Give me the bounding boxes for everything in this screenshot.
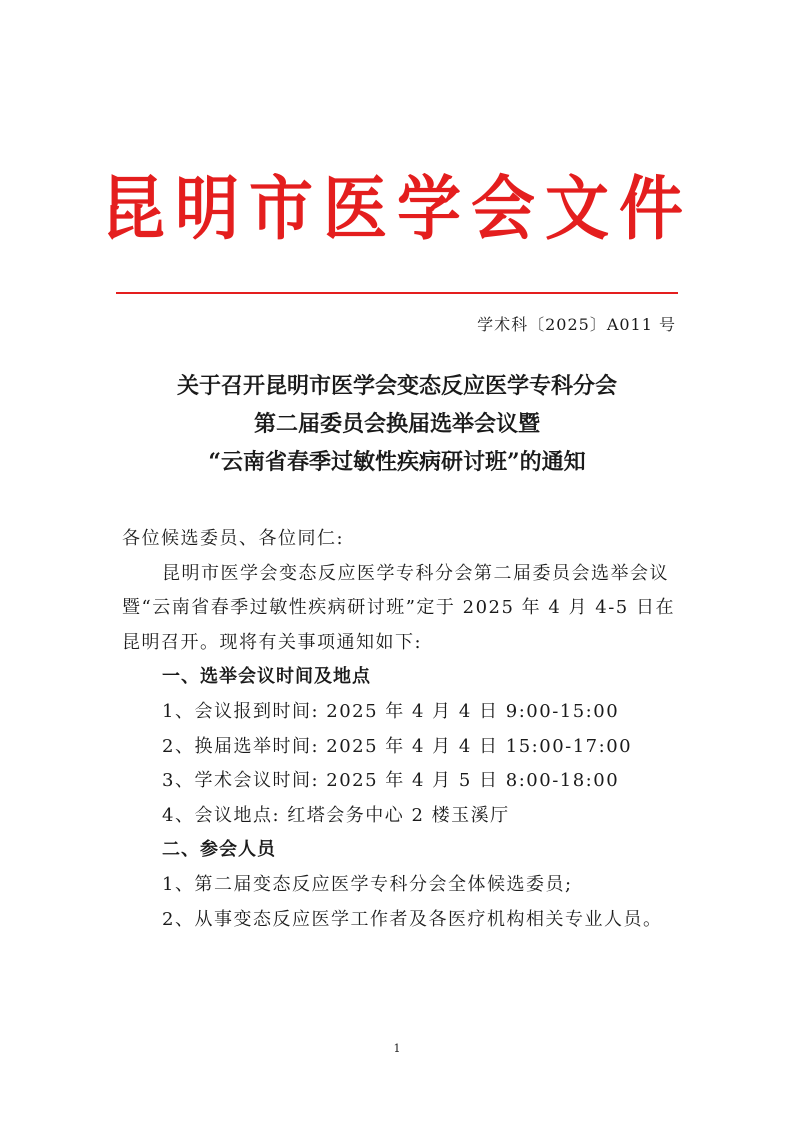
list-item: 1、第二届变态反应医学专科分会全体候选委员; [162, 873, 573, 895]
section-heading-time-location: 一、选举会议时间及地点 [162, 666, 371, 688]
notice-title-line-2: 第二届委员会换届选举会议暨 [253, 411, 540, 437]
list-item: 2、换届选举时间: 2025 年 4 月 4 日 15:00-17:00 [162, 735, 633, 757]
list-item: 3、学术会议时间: 2025 年 4 月 5 日 8:00-18:00 [162, 770, 620, 792]
document-number: 学术科〔2025〕A011 号 [477, 315, 676, 334]
header-divider-line [116, 292, 678, 294]
notice-title [0, 367, 794, 481]
salutation: 各位候选委员、各位同仁: [122, 528, 345, 549]
notice-title-line-1: 关于召开昆明市医学会变态反应医学专科分会 [176, 373, 617, 399]
list-item: 2、从事变态反应医学工作者及各医疗机构相关专业人员。 [162, 908, 663, 930]
page-number: 1 [393, 1042, 401, 1055]
list-item: 1、会议报到时间: 2025 年 4 月 4 日 9:00-15:00 [162, 700, 620, 722]
document-header-title: 昆明市医学会文件 [101, 170, 693, 250]
notice-title-line-3: “云南省春季过敏性疾病研讨班”的通知 [208, 449, 586, 475]
notice-body [122, 522, 678, 937]
section-heading-attendees: 二、参会人员 [162, 839, 276, 861]
intro-paragraph: 昆明市医学会变态反应医学专科分会第二届委员会选举会议暨“云南省春季过敏性疾病研讨班”定于 2025 年 4 月 4-5 日在昆明召开。现将有关事项通知如下: [122, 562, 675, 653]
list-item: 4、会议地点: 红塔会务中心 2 楼玉溪厅 [162, 804, 510, 826]
